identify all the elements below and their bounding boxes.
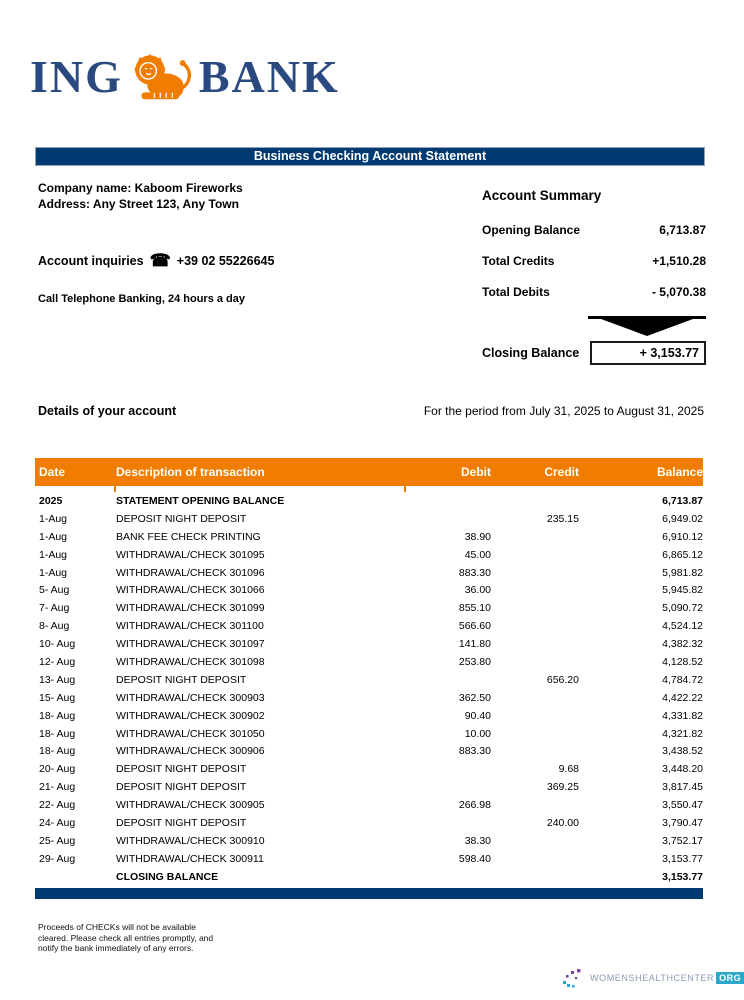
cell-debit: 38.90	[464, 530, 491, 543]
cell-debit: 883.30	[458, 745, 491, 758]
cell-description: CLOSING BALANCE	[116, 870, 219, 883]
cell-balance: 3,550.47	[662, 799, 703, 812]
table-row	[35, 635, 703, 653]
table-row	[35, 671, 703, 689]
cell-date: 10- Aug	[39, 638, 76, 651]
cell-date: 18- Aug	[39, 727, 76, 740]
summary-row-credits	[482, 254, 706, 268]
cell-description: WITHDRAWAL/CHECK 301098	[116, 655, 265, 668]
table-row	[35, 510, 703, 528]
total-debits-label: Total Debits	[482, 285, 550, 299]
cell-description: WITHDRAWAL/CHECK 300911	[116, 852, 264, 865]
footer-notice	[38, 922, 213, 954]
cell-balance: 4,128.52	[662, 655, 703, 668]
summary-row-debits	[482, 285, 706, 299]
cell-balance: 4,382.32	[662, 638, 703, 651]
cell-debit: 141.80	[458, 638, 491, 651]
cell-balance: 5,090.72	[662, 602, 703, 615]
table-header-row	[35, 458, 703, 486]
cell-description: WITHDRAWAL/CHECK 301050	[116, 727, 265, 740]
table-end-bar	[35, 888, 703, 899]
cell-balance: 3,153.77	[662, 870, 703, 883]
column-divider-tick	[114, 486, 116, 492]
cell-description: STATEMENT OPENING BALANCE	[116, 494, 285, 507]
cell-description: WITHDRAWAL/CHECK 300903	[116, 691, 265, 704]
cell-balance: 6,713.87	[662, 494, 703, 507]
cell-date: 20- Aug	[39, 763, 76, 776]
cell-balance: 5,945.82	[662, 584, 703, 597]
column-header-date: Date	[39, 465, 66, 479]
column-header-balance: Balance	[656, 465, 703, 479]
cell-description: WITHDRAWAL/CHECK 300902	[116, 709, 265, 722]
table-row	[35, 689, 703, 707]
cell-date: 22- Aug	[39, 799, 76, 812]
closing-balance-label: Closing Balance	[482, 346, 580, 360]
cell-date: 15- Aug	[39, 691, 76, 704]
cell-credit: 9.68	[558, 763, 579, 776]
cell-date: 13- Aug	[39, 673, 76, 686]
watermark-org-badge: ORG	[716, 972, 744, 984]
table-row	[35, 760, 703, 778]
cell-description: WITHDRAWAL/CHECK 301096	[116, 566, 265, 579]
account-summary-heading: Account Summary	[482, 188, 602, 203]
cell-debit: 598.40	[458, 852, 491, 865]
cell-debit: 855.10	[458, 602, 491, 615]
transactions-table	[35, 458, 703, 886]
logo-text-bank: BANK	[198, 51, 340, 102]
account-inquiries-label: Account inquiries	[38, 253, 144, 268]
cell-debit: 266.98	[458, 799, 491, 812]
cell-balance: 3,448.20	[662, 763, 703, 776]
watermark	[562, 966, 744, 990]
telephone-banking-line: Call Telephone Banking, 24 hours a day	[38, 293, 246, 305]
cell-date: 1-Aug	[39, 566, 68, 579]
cell-balance: 3,790.47	[662, 816, 703, 829]
cell-date: 1-Aug	[39, 548, 68, 561]
transactions-body	[35, 486, 703, 886]
company-info	[38, 180, 243, 212]
cell-description: WITHDRAWAL/CHECK 301097	[116, 638, 265, 651]
table-row	[35, 742, 703, 760]
total-credits-label: Total Credits	[482, 254, 555, 268]
cell-debit: 90.40	[464, 709, 491, 722]
cell-description: DEPOSIT NIGHT DEPOSIT	[116, 512, 247, 525]
cell-date: 24- Aug	[39, 816, 76, 829]
account-summary	[482, 188, 706, 365]
table-row	[35, 581, 703, 599]
cell-date: 18- Aug	[39, 709, 76, 722]
table-row	[35, 814, 703, 832]
statement-title-bar: Business Checking Account Statement	[35, 147, 705, 166]
cell-description: WITHDRAWAL/CHECK 301066	[116, 584, 265, 597]
cell-description: WITHDRAWAL/CHECK 300906	[116, 745, 265, 758]
cell-date: 1-Aug	[39, 512, 68, 525]
table-row	[35, 528, 703, 546]
cell-debit: 566.60	[458, 620, 491, 633]
table-row	[35, 796, 703, 814]
watermark-text: WOMENSHEALTHCENTER	[590, 973, 715, 983]
cell-debit: 883.30	[458, 566, 491, 579]
total-credits-value: +1,510.28	[652, 254, 706, 268]
notice-line: notify the bank immediately of any errors.	[38, 943, 194, 953]
cell-credit: 656.20	[546, 673, 579, 686]
cell-date: 21- Aug	[39, 781, 76, 794]
cell-date: 2025	[39, 494, 63, 507]
cell-description: DEPOSIT NIGHT DEPOSIT	[116, 763, 247, 776]
column-header-credit: Credit	[544, 465, 579, 479]
statement-period: For the period from July 31, 2025 to August 31, 2025	[423, 404, 704, 418]
cell-balance: 3,153.77	[662, 852, 703, 865]
table-row	[35, 492, 703, 510]
opening-balance-value: 6,713.87	[659, 223, 706, 237]
cell-description: WITHDRAWAL/CHECK 301095	[116, 548, 265, 561]
cell-description: DEPOSIT NIGHT DEPOSIT	[116, 781, 247, 794]
cell-balance: 4,321.82	[662, 727, 703, 740]
cell-debit: 36.00	[464, 584, 491, 597]
phone-icon: ☎	[149, 251, 171, 270]
inquiries-phone-number: +39 02 55226645	[176, 253, 275, 268]
table-row	[35, 850, 703, 868]
logo-text-ing: ING	[30, 51, 123, 102]
details-line	[38, 404, 704, 418]
watermark-dots-icon	[562, 966, 588, 990]
closing-balance-value: + 3,153.77	[590, 341, 706, 365]
company-address-line: Address: Any Street 123, Any Town	[38, 197, 239, 211]
cell-date: 29- Aug	[39, 852, 76, 865]
cell-credit: 235.15	[546, 512, 579, 525]
table-row	[35, 546, 703, 564]
cell-date: 8- Aug	[39, 620, 70, 633]
table-row	[35, 707, 703, 725]
table-row	[35, 778, 703, 796]
cell-balance: 4,524.12	[662, 620, 703, 633]
cell-balance: 6,910.12	[662, 530, 703, 543]
ing-lion-icon	[131, 48, 193, 104]
cell-balance: 3,438.52	[662, 745, 703, 758]
cell-debit: 10.00	[464, 727, 491, 740]
cell-date: 12- Aug	[39, 655, 76, 668]
down-triangle-icon	[588, 316, 706, 336]
table-row	[35, 653, 703, 671]
cell-date: 7- Aug	[39, 602, 70, 615]
cell-description: BANK FEE CHECK PRINTING	[116, 530, 261, 543]
cell-debit: 253.80	[458, 655, 491, 668]
cell-description: WITHDRAWAL/CHECK 301099	[116, 602, 265, 615]
cell-date: 18- Aug	[39, 745, 76, 758]
cell-date: 25- Aug	[39, 834, 76, 847]
notice-line: cleared. Please check all entries promptly, and	[38, 932, 214, 943]
cell-credit: 240.00	[546, 816, 579, 829]
cell-description: WITHDRAWAL/CHECK 301100	[116, 620, 264, 633]
table-row	[35, 725, 703, 743]
cell-debit: 362.50	[458, 691, 491, 704]
table-row	[35, 564, 703, 582]
cell-balance: 6,865.12	[662, 548, 703, 561]
closing-balance-row	[482, 341, 706, 365]
ing-bank-logo	[30, 48, 340, 106]
cell-balance: 6,949.02	[662, 512, 703, 525]
table-row	[35, 868, 703, 886]
cell-description: WITHDRAWAL/CHECK 300905	[116, 799, 265, 812]
summary-row-opening	[482, 223, 706, 237]
cell-balance: 5,981.82	[662, 566, 703, 579]
cell-date: 1-Aug	[39, 530, 68, 543]
table-row	[35, 617, 703, 635]
column-divider-tick	[404, 486, 406, 492]
cell-credit: 369.25	[546, 781, 579, 794]
column-header-description: Description of transaction	[116, 465, 265, 479]
cell-balance: 4,331.82	[662, 709, 703, 722]
column-header-debit: Debit	[461, 465, 491, 479]
cell-description: WITHDRAWAL/CHECK 300910	[116, 834, 265, 847]
total-debits-value: - 5,070.38	[651, 285, 706, 299]
cell-balance: 3,752.17	[662, 834, 703, 847]
cell-balance: 4,422.22	[662, 691, 703, 704]
notice-line: Proceeds of CHECKs will not be available	[38, 922, 196, 932]
cell-description: DEPOSIT NIGHT DEPOSIT	[116, 673, 247, 686]
cell-debit: 45.00	[464, 548, 491, 561]
cell-date: 5- Aug	[39, 584, 70, 597]
opening-balance-label: Opening Balance	[482, 223, 581, 237]
cell-balance: 4,784.72	[662, 673, 703, 686]
table-row	[35, 832, 703, 850]
details-heading: Details of your account	[38, 404, 177, 418]
table-row	[35, 599, 703, 617]
cell-description: DEPOSIT NIGHT DEPOSIT	[116, 816, 247, 829]
cell-balance: 3,817.45	[662, 781, 703, 794]
cell-debit: 38.30	[464, 834, 491, 847]
account-inquiries-line	[38, 252, 274, 269]
company-name-line: Company name: Kaboom Fireworks	[38, 181, 243, 195]
